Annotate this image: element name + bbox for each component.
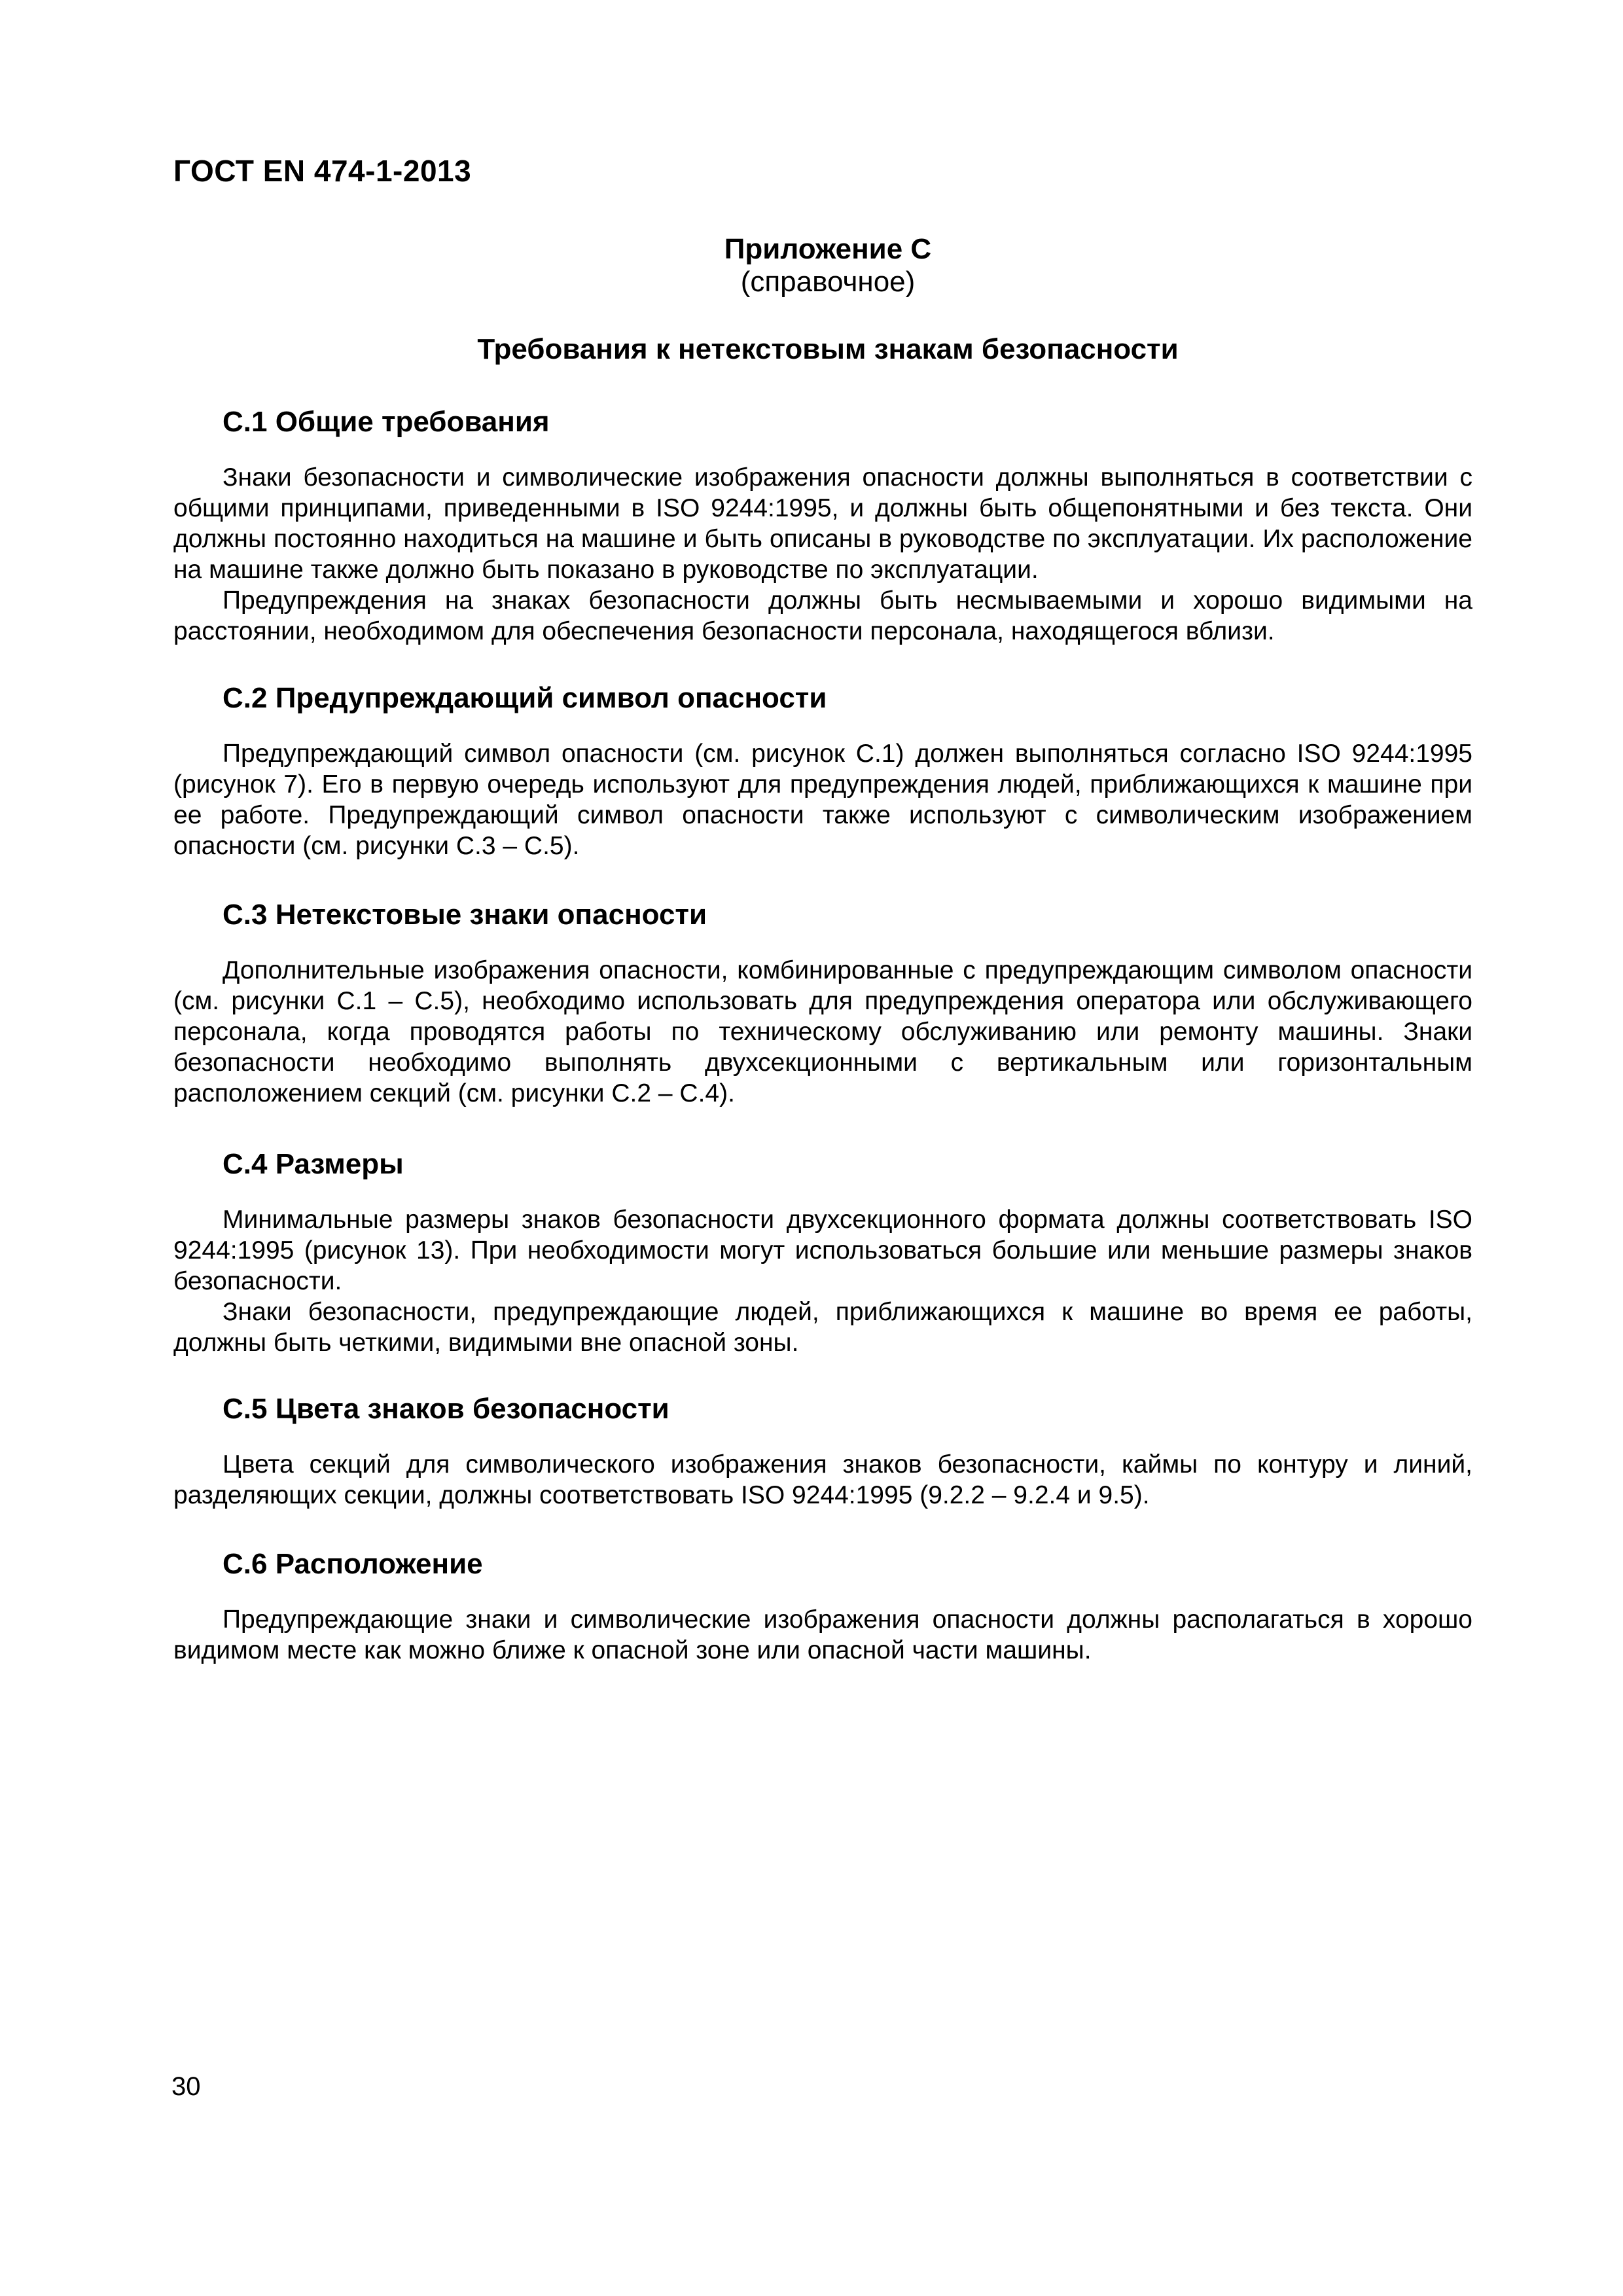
document-title: Требования к нетекстовым знакам безопасности — [477, 333, 1179, 365]
annex-title: Приложение С — [724, 233, 932, 265]
paragraph: Предупреждающий символ опасности (см. рисунок С.1) должен выполняться согласно ISO 9244:1995 (рисунок 7). Его в первую очередь используют для предупреждения людей, приближающихся к машине при ее работе. Предупреждающий символ опасности также используют с символическим изображением опасности (см. рисунки С.3 – С.5). — [173, 740, 1472, 860]
section-body-c1 — [173, 462, 1472, 647]
section-body-c2 — [173, 738, 1472, 861]
paragraph: Минимальные размеры знаков безопасности двухсекционного формата должны соответствовать ISO 9244:1995 (рисунок 13). При необходимости могут использоваться большие или меньшие размеры знаков безопасности. — [173, 1206, 1472, 1295]
paragraph: Цвета секций для символического изображения знаков безопасности, каймы по контуру и линий, разделяющих секции, должны соответствовать ISO 9244:1995 (9.2.2 – 9.2.4 и 9.5). — [173, 1450, 1472, 1509]
section-body-c4 — [173, 1204, 1472, 1358]
paragraph: Знаки безопасности, предупреждающие людей, приближающихся к машине во время ее работы, должны быть четкими, видимыми вне опасной зоны. — [173, 1298, 1472, 1357]
section-heading-c6: С.6 Расположение — [223, 1548, 483, 1580]
page-number: 30 — [171, 2072, 201, 2101]
section-heading-c1: С.1 Общие требования — [223, 406, 550, 438]
paragraph: Предупреждения на знаках безопасности должны быть несмываемыми и хорошо видимыми на расстоянии, необходимом для обеспечения безопасности персонала, находящегося вблизи. — [173, 586, 1472, 645]
section-heading-c2: С.2 Предупреждающий символ опасности — [223, 682, 827, 714]
standard-id-header: ГОСТ EN 474-1-2013 — [173, 154, 472, 188]
section-body-c5 — [173, 1449, 1472, 1511]
section-body-c6 — [173, 1604, 1472, 1666]
section-heading-c3: С.3 Нетекстовые знаки опасности — [223, 899, 707, 931]
annex-kind: (справочное) — [740, 266, 916, 298]
section-heading-c5: С.5 Цвета знаков безопасности — [223, 1393, 669, 1425]
paragraph: Предупреждающие знаки и символические изображения опасности должны располагаться в хорошо видимом месте как можно ближе к опасной зоне или опасной части машины. — [173, 1605, 1472, 1664]
section-heading-c4: С.4 Размеры — [223, 1148, 404, 1180]
paragraph: Дополнительные изображения опасности, комбинированные с предупреждающим символом опасности (см. рисунки С.1 – С.5), необходимо использовать для предупреждения оператора или обслуживающего персонала, когда проводятся работы по техническому обслуживанию или ремонту машины. Знаки безопасности необходимо выполнять двухсекционными с вертикальным или горизонтальным расположением секций (см. рисунки С.2 – С.4). — [173, 956, 1472, 1107]
section-body-c3 — [173, 955, 1472, 1109]
paragraph: Знаки безопасности и символические изображения опасности должны выполняться в соответствии с общими принципами, приведенными в ISO 9244:1995, и должны быть общепонятными и без текста. Они должны постоянно находиться на машине и быть описаны в руководстве по эксплуатации. Их расположение на машине также должно быть показано в руководстве по эксплуатации. — [173, 463, 1472, 584]
